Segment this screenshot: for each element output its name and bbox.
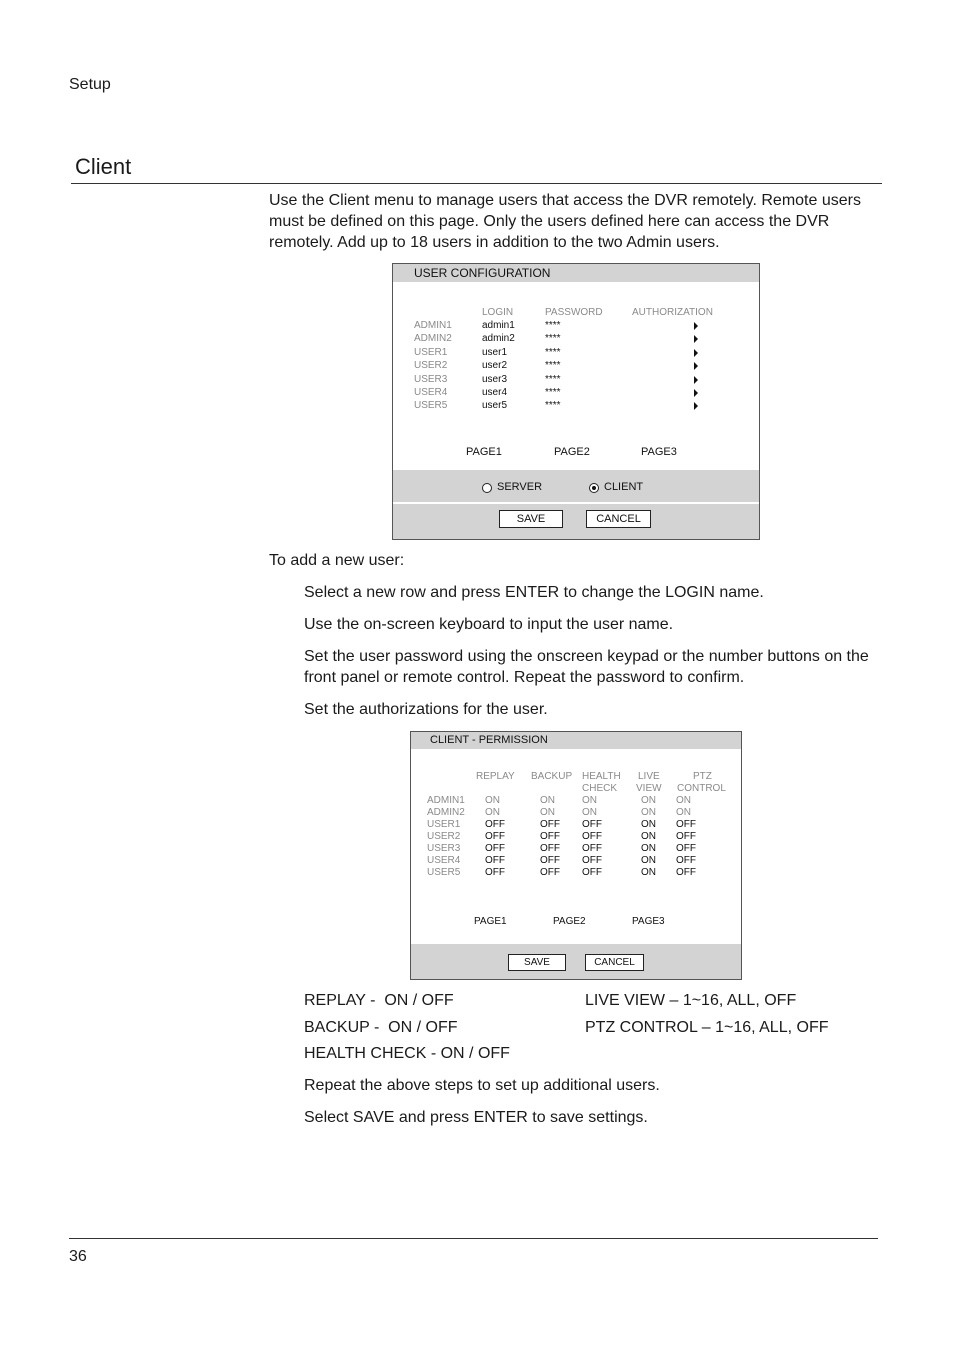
row-label: ADMIN1	[414, 320, 452, 331]
closing-step-2: Select SAVE and press ENTER to save settings.	[304, 1109, 648, 1126]
row-label: USER2	[414, 360, 448, 372]
password-cell[interactable]: ****	[545, 333, 561, 345]
mode-bar	[393, 470, 759, 502]
backup-cell[interactable]: OFF	[540, 843, 560, 854]
login-cell[interactable]: user5	[482, 400, 508, 412]
row-label: ADMIN2	[427, 807, 465, 818]
column-header-login: LOGIN	[482, 307, 514, 318]
footer-divider	[69, 1238, 878, 1239]
panel-title: CLIENT - PERMISSION	[430, 734, 548, 746]
column-header-ptz: PTZ	[693, 771, 712, 782]
health-cell[interactable]: OFF	[582, 843, 602, 854]
steps-intro: To add a new user:	[269, 552, 405, 569]
login-cell[interactable]: admin2	[482, 333, 515, 345]
column-header-replay: REPLAY	[476, 771, 515, 782]
option-backup: BACKUP - ON / OFF	[304, 1019, 458, 1036]
authorization-arrow-icon[interactable]	[694, 335, 698, 343]
backup-cell: ON	[540, 795, 555, 806]
live-cell[interactable]: ON	[641, 867, 656, 878]
health-cell[interactable]: OFF	[582, 819, 602, 830]
user-configuration-screen	[392, 263, 760, 540]
panel-title: USER CONFIGURATION	[414, 266, 551, 280]
row-label: USER5	[427, 867, 461, 878]
live-cell[interactable]: ON	[641, 855, 656, 866]
client-radio[interactable]	[589, 483, 599, 493]
row-label: USER4	[414, 387, 448, 398]
client-radio-label: CLIENT	[604, 481, 644, 493]
replay-cell[interactable]: OFF	[485, 867, 505, 878]
column-header-health: HEALTH	[582, 771, 621, 782]
authorization-arrow-icon[interactable]	[694, 389, 698, 397]
cancel-button[interactable]: CANCEL	[586, 510, 651, 528]
backup-cell[interactable]: OFF	[540, 819, 560, 830]
option-health-check: HEALTH CHECK - ON / OFF	[304, 1045, 510, 1062]
replay-cell[interactable]: OFF	[485, 831, 505, 842]
step-2: Use the on-screen keyboard to input the user name.	[304, 616, 674, 633]
replay-cell: ON	[485, 795, 500, 806]
button-bar	[393, 504, 759, 539]
ptz-cell[interactable]: OFF	[676, 855, 696, 866]
column-header-backup: BACKUP	[531, 771, 573, 782]
backup-cell[interactable]: OFF	[540, 867, 560, 878]
page1-tab[interactable]: PAGE1	[466, 446, 502, 458]
column-header-live-2: VIEW	[636, 783, 662, 794]
option-ptz-control: PTZ CONTROL – 1~16, ALL, OFF	[585, 1019, 829, 1036]
replay-cell[interactable]: OFF	[485, 855, 505, 866]
password-cell[interactable]: ****	[545, 387, 561, 398]
save-button[interactable]: SAVE	[508, 954, 566, 971]
login-cell[interactable]: user3	[482, 373, 508, 385]
login-cell[interactable]: user4	[482, 387, 508, 398]
row-label: USER1	[414, 346, 448, 358]
backup-cell: ON	[540, 807, 555, 818]
closing-step-1: Repeat the above steps to set up additional users.	[304, 1077, 660, 1094]
client-permission-screen	[410, 731, 742, 980]
server-radio[interactable]	[482, 483, 492, 493]
option-replay: REPLAY - ON / OFF	[304, 992, 454, 1009]
authorization-arrow-icon[interactable]	[694, 362, 698, 370]
step-1: Select a new row and press ENTER to change the LOGIN name.	[304, 584, 764, 601]
running-header: Setup	[69, 76, 111, 93]
authorization-arrow-icon[interactable]	[694, 349, 698, 357]
section-title: Client	[75, 154, 132, 179]
page3-tab[interactable]: PAGE3	[641, 446, 677, 458]
column-header-ptz-2: CONTROL	[677, 783, 726, 794]
health-cell[interactable]: OFF	[582, 867, 602, 878]
live-cell: ON	[641, 795, 656, 806]
replay-cell[interactable]: OFF	[485, 819, 505, 830]
save-button[interactable]: SAVE	[499, 510, 563, 528]
replay-cell: ON	[485, 807, 500, 818]
backup-cell[interactable]: OFF	[540, 855, 560, 866]
server-radio-label: SERVER	[497, 481, 543, 493]
live-cell[interactable]: ON	[641, 831, 656, 842]
login-cell[interactable]: user2	[482, 360, 508, 372]
column-header-health-2: CHECK	[582, 783, 618, 794]
ptz-cell[interactable]: OFF	[676, 867, 696, 878]
password-cell[interactable]: ****	[545, 346, 561, 358]
password-cell[interactable]: ****	[545, 400, 561, 412]
page3-tab[interactable]: PAGE3	[632, 916, 665, 927]
ptz-cell[interactable]: OFF	[676, 843, 696, 854]
step-3: Set the user password using the onscreen keypad or the number buttons on the front panel or remote control. Repeat the password to confirm.	[304, 648, 869, 686]
authorization-arrow-icon[interactable]	[694, 322, 698, 330]
login-cell[interactable]: admin1	[482, 320, 515, 331]
option-live-view: LIVE VIEW – 1~16, ALL, OFF	[585, 992, 797, 1009]
button-bar	[411, 944, 741, 979]
title-divider	[71, 183, 882, 184]
ptz-cell: ON	[676, 807, 691, 818]
row-label: USER1	[427, 819, 461, 830]
live-cell[interactable]: ON	[641, 843, 656, 854]
replay-cell[interactable]: OFF	[485, 843, 505, 854]
backup-cell[interactable]: OFF	[540, 831, 560, 842]
row-label: USER4	[427, 855, 461, 866]
ptz-cell[interactable]: OFF	[676, 831, 696, 842]
live-cell[interactable]: ON	[641, 819, 656, 830]
row-label: USER2	[427, 831, 461, 842]
row-label: USER5	[414, 400, 448, 412]
intro-paragraph: Use the Client menu to manage users that access the DVR remotely. Remote users must be defined on this page. Only the users defined here can access the DVR remotely. Add up to 18 users in addition to the two Admin users.	[269, 192, 861, 251]
column-header-password: PASSWORD	[545, 307, 603, 318]
page2-tab[interactable]: PAGE2	[554, 446, 590, 458]
page2-tab[interactable]: PAGE2	[553, 916, 586, 927]
row-label: ADMIN2	[414, 333, 452, 345]
row-label: ADMIN1	[427, 795, 465, 806]
ptz-cell: ON	[676, 795, 691, 806]
health-cell[interactable]: OFF	[582, 831, 602, 842]
row-label: USER3	[414, 373, 448, 385]
password-cell[interactable]: ****	[545, 360, 561, 372]
password-cell[interactable]: ****	[545, 373, 561, 385]
live-cell: ON	[641, 807, 656, 818]
page-number: 36	[69, 1248, 87, 1265]
authorization-arrow-icon[interactable]	[694, 376, 698, 384]
password-cell[interactable]: ****	[545, 320, 561, 331]
step-4: Set the authorizations for the user.	[304, 701, 548, 718]
authorization-arrow-icon[interactable]	[694, 402, 698, 410]
row-label: USER3	[427, 843, 461, 854]
health-cell: ON	[582, 795, 597, 806]
login-cell[interactable]: user1	[482, 346, 508, 358]
column-header-authorization: AUTHORIZATION	[632, 307, 713, 318]
ptz-cell[interactable]: OFF	[676, 819, 696, 830]
column-header-live: LIVE	[638, 771, 660, 782]
page1-tab[interactable]: PAGE1	[474, 916, 507, 927]
health-cell[interactable]: OFF	[582, 855, 602, 866]
health-cell: ON	[582, 807, 597, 818]
cancel-button[interactable]: CANCEL	[585, 954, 644, 971]
